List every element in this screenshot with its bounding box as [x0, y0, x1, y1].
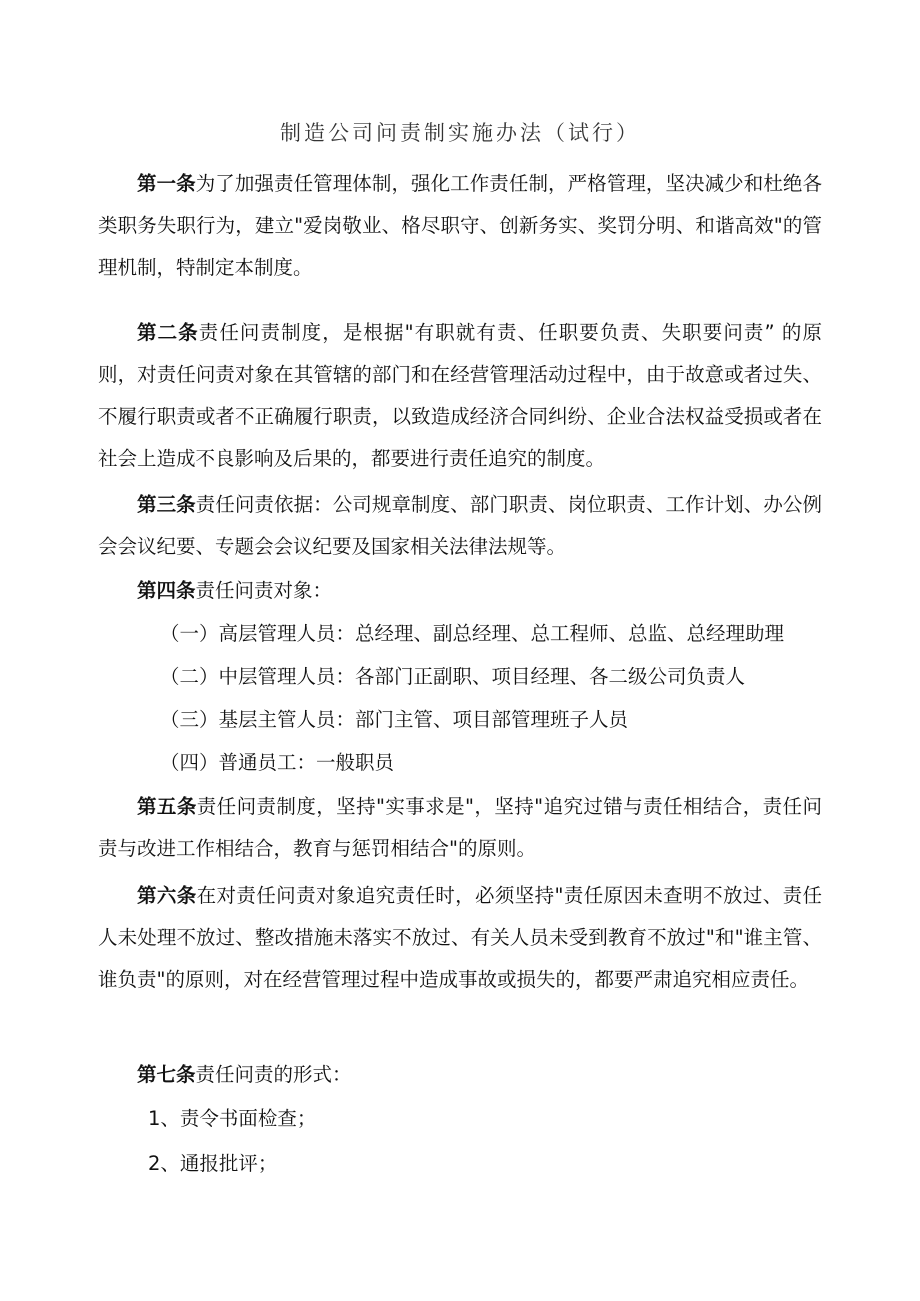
article-7: [98, 1054, 822, 1096]
article-label: 第五条: [137, 795, 197, 818]
article-1: [98, 163, 822, 289]
article-label: 第七条: [137, 1063, 196, 1086]
object-item-4: （四）普通员工：一般职员: [160, 751, 395, 774]
object-item-2: （二）中层管理人员：各部门正副职、项目经理、各二级公司负责人: [160, 665, 746, 688]
object-item-3: （三）基层主管人员：部门主管、项目部管理班子人员: [160, 708, 629, 731]
document-title: 制造公司问责制实施办法（试行）: [280, 121, 640, 145]
article-text: 责任问责制度，是根据"有职就有责、任职要负责、失职要问责” 的原则，对责任问责对象在其管辖的部门和在经营管理活动过程中，由于故意或者过失、不履行职责或者不正确履行职责，以致造成经济合同纠纷、企业合法权益受损或者在社会上造成不良影响及后果的，都要进行责任追究的制度。: [98, 321, 822, 470]
article-3: [98, 484, 822, 568]
article-text: 责任问责的形式：: [195, 1063, 352, 1086]
article-6: [98, 875, 822, 1001]
article-label: 第二条: [137, 321, 199, 344]
article-text: 责任问责依据：公司规章制度、部门职责、岗位职责、工作计划、办公例会会议纪要、专题会会议纪要及国家相关法律法规等。: [98, 493, 822, 558]
article-label: 第一条: [137, 172, 196, 195]
article-label: 第六条: [137, 884, 197, 907]
article-label: 第四条: [137, 579, 196, 602]
article-text: 在对责任问责对象追究责任时，必须坚持"责任原因未查明不放过、责任人未处理不放过、整改措施未落实不放过、有关人员未受到教育不放过"和"谁主管、谁负责"的原则，对在经营管理过程中造成事故或损失的，都要严肃追究相应责任。: [98, 884, 822, 991]
article-text: 责任问责对象：: [195, 579, 333, 602]
article-text: 为了加强责任管理体制，强化工作责任制，严格管理，坚决减少和杜绝各类职务失职行为，建立"爱岗敬业、格尽职守、创新务实、奖罚分明、和谐高效"的管理机制，特制定本制度。: [98, 172, 822, 279]
article-5: [98, 786, 822, 870]
article-label: 第三条: [137, 493, 196, 516]
object-item-1: （一）高层管理人员：总经理、副总经理、总工程师、总监、总经理助理: [160, 622, 785, 645]
article-text: 责任问责制度，坚持"实事求是"，坚持"追究过错与责任相结合，责任问责与改进工作相结合，教育与惩罚相结合"的原则。: [98, 795, 822, 860]
article-2: [98, 312, 822, 480]
article-4: [98, 570, 822, 612]
form-item-2: 2、通报批评；: [148, 1152, 278, 1175]
form-item-1: 1、责令书面检查；: [148, 1107, 317, 1130]
